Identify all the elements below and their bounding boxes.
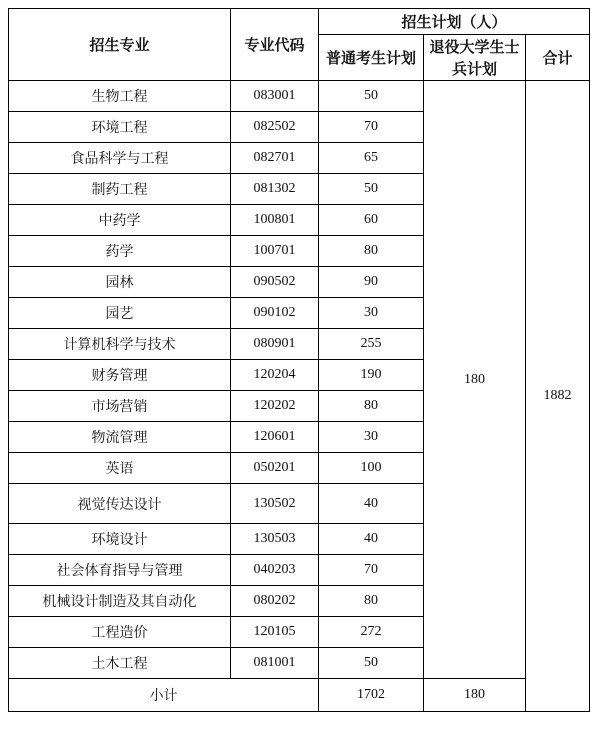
major-name-cell: 园艺 [9, 298, 231, 329]
subtotal-regular: 1702 [319, 679, 424, 712]
regular-plan-cell: 30 [319, 298, 424, 329]
veteran-plan-merged-cell: 180 [424, 81, 526, 679]
major-code-cell: 080202 [231, 586, 319, 617]
major-code-cell: 120105 [231, 617, 319, 648]
regular-plan-cell: 65 [319, 143, 424, 174]
regular-plan-cell: 70 [319, 555, 424, 586]
regular-plan-cell: 70 [319, 112, 424, 143]
major-code-cell: 050201 [231, 453, 319, 484]
regular-plan-cell: 50 [319, 648, 424, 679]
regular-plan-cell: 40 [319, 524, 424, 555]
major-name-cell: 制药工程 [9, 174, 231, 205]
regular-plan-cell: 190 [319, 360, 424, 391]
major-name-cell: 视觉传达设计 [9, 484, 231, 524]
regular-plan-cell: 50 [319, 174, 424, 205]
header-veteran: 退役大学生士兵计划 [424, 35, 526, 81]
major-name-cell: 物流管理 [9, 422, 231, 453]
grand-total-cell: 1882 [526, 81, 590, 712]
regular-plan-cell: 60 [319, 205, 424, 236]
major-name-cell: 市场营销 [9, 391, 231, 422]
major-code-cell: 081001 [231, 648, 319, 679]
major-code-cell: 120601 [231, 422, 319, 453]
header-code: 专业代码 [231, 9, 319, 81]
header-major: 招生专业 [9, 9, 231, 81]
major-code-cell: 100801 [231, 205, 319, 236]
major-name-cell: 生物工程 [9, 81, 231, 112]
major-name-cell: 社会体育指导与管理 [9, 555, 231, 586]
major-code-cell: 100701 [231, 236, 319, 267]
major-name-cell: 机械设计制造及其自动化 [9, 586, 231, 617]
regular-plan-cell: 50 [319, 81, 424, 112]
table-row [9, 81, 590, 112]
major-name-cell: 财务管理 [9, 360, 231, 391]
regular-plan-cell: 80 [319, 236, 424, 267]
regular-plan-cell: 100 [319, 453, 424, 484]
regular-plan-cell: 90 [319, 267, 424, 298]
regular-plan-cell: 30 [319, 422, 424, 453]
subtotal-row [9, 679, 590, 712]
major-name-cell: 食品科学与工程 [9, 143, 231, 174]
major-name-cell: 工程造价 [9, 617, 231, 648]
table-body [9, 81, 590, 712]
enrollment-plan-table [8, 8, 590, 712]
major-name-cell: 园林 [9, 267, 231, 298]
major-name-cell: 环境工程 [9, 112, 231, 143]
header-plan-group: 招生计划（人） [319, 9, 590, 35]
major-code-cell: 130502 [231, 484, 319, 524]
major-name-cell: 土木工程 [9, 648, 231, 679]
regular-plan-cell: 272 [319, 617, 424, 648]
major-code-cell: 040203 [231, 555, 319, 586]
major-code-cell: 083001 [231, 81, 319, 112]
major-name-cell: 中药学 [9, 205, 231, 236]
major-code-cell: 130503 [231, 524, 319, 555]
major-code-cell: 090102 [231, 298, 319, 329]
subtotal-veteran: 180 [424, 679, 526, 712]
regular-plan-cell: 255 [319, 329, 424, 360]
major-code-cell: 082701 [231, 143, 319, 174]
major-code-cell: 081302 [231, 174, 319, 205]
regular-plan-cell: 80 [319, 586, 424, 617]
major-code-cell: 120202 [231, 391, 319, 422]
regular-plan-cell: 80 [319, 391, 424, 422]
major-code-cell: 090502 [231, 267, 319, 298]
major-name-cell: 计算机科学与技术 [9, 329, 231, 360]
major-name-cell: 英语 [9, 453, 231, 484]
header-regular: 普通考生计划 [319, 35, 424, 81]
header-total: 合计 [526, 35, 590, 81]
subtotal-label: 小计 [9, 679, 319, 712]
major-code-cell: 082502 [231, 112, 319, 143]
major-name-cell: 药学 [9, 236, 231, 267]
major-name-cell: 环境设计 [9, 524, 231, 555]
major-code-cell: 080901 [231, 329, 319, 360]
regular-plan-cell: 40 [319, 484, 424, 524]
header-row-1 [9, 9, 590, 35]
major-code-cell: 120204 [231, 360, 319, 391]
